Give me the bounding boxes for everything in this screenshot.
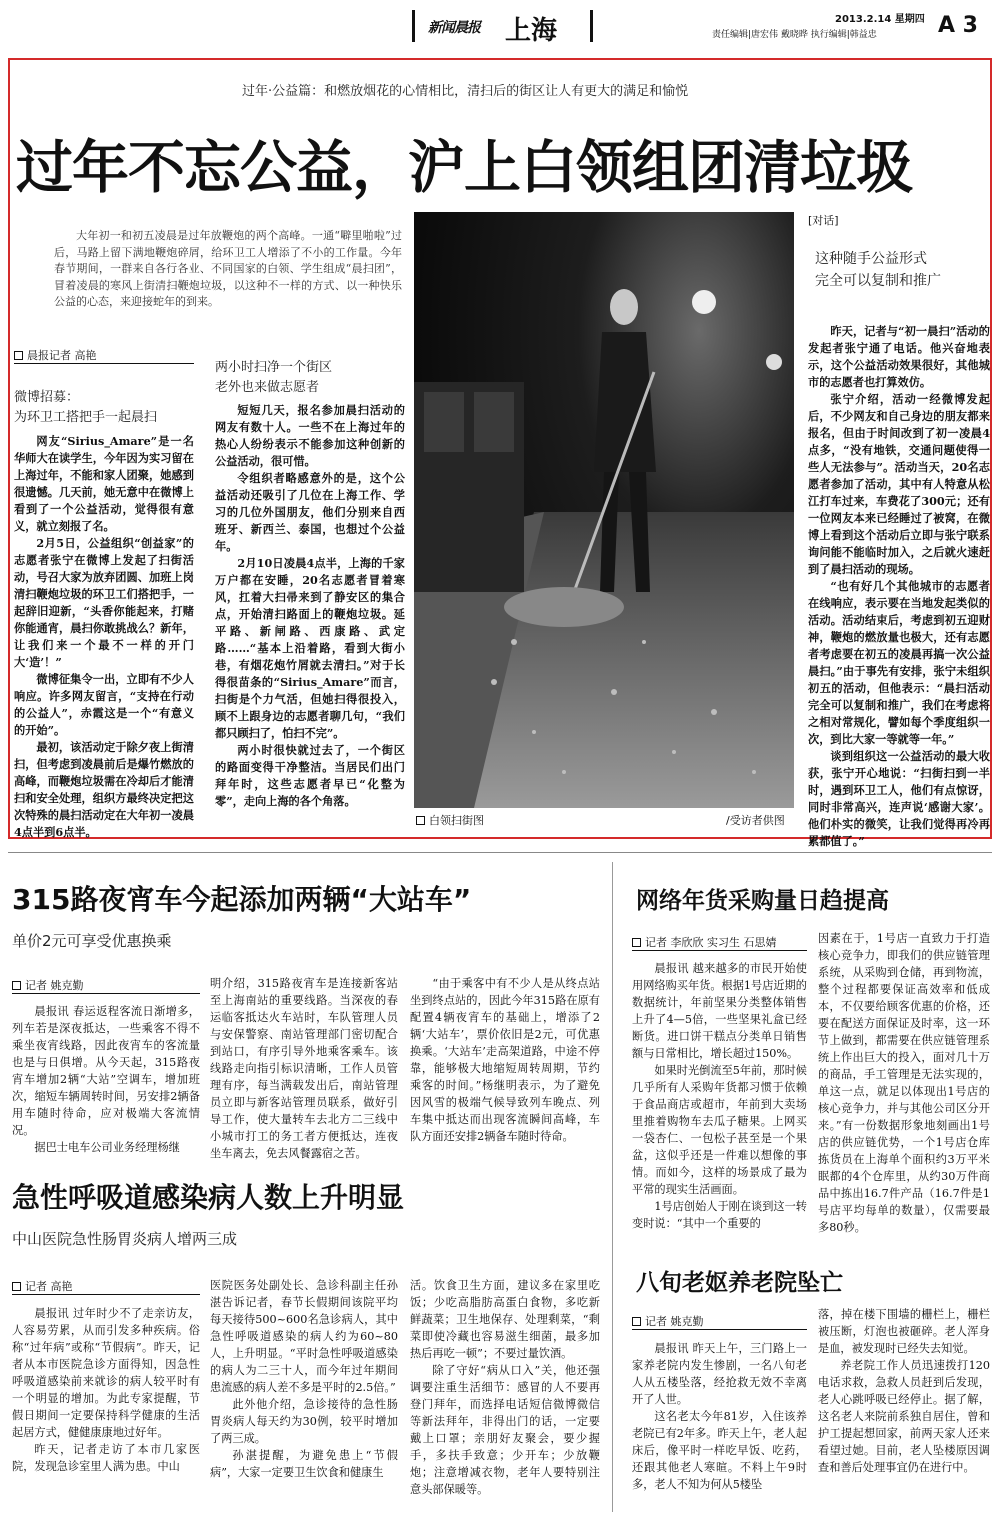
masthead	[0, 0, 1000, 48]
elderly-byline-text: 记者 姚克勤	[645, 1315, 704, 1328]
bus-byline-rule	[12, 993, 200, 994]
lead-column-1	[14, 433, 194, 839]
health-subhead: 中山医院急性肠胃炎病人增两三成	[12, 1230, 238, 1248]
lead-col1-p2: 2月5日，公益组织“创益家”的志愿者张宁在微博上发起了扫街活动，号召大家为放弃团圆、加班上岗清扫鞭炮垃圾的环卫工们搭把手，一起辞旧迎新，“头香你能起来，打赌你能通宵，晨扫你敢挑战么？新年，让我们来一个最不一样的开门大‘造’！”	[14, 536, 194, 669]
lead-col3-p2: 张宁介绍，活动一经微博发起后，不少网友和自己身边的朋友都来报名，但由于时间改到了初一凌晨4点多，“没有地铁，交通问题使得一些人无法参与”。活动当天，20名志愿者参加了活动，其中有人特意从松江打车过来，车费花了300元；还有一位网友本来已经睡过了被窝，在微博上看到这个活动后立即与张宁联系询问能不能临时加入，之后就火速赶到了晨扫活动的现场。	[808, 392, 990, 576]
masthead-bar-left	[412, 10, 415, 42]
health-byline	[12, 1278, 73, 1294]
lead-col2-p3: 2月10日凌晨4点半，上海的千家万户都在安睡，20名志愿者冒着寒风，扛着大扫帚来到了静安区的集合点，开始清扫路面上的鞭炮垃圾。延平路、新闸路、西康路、武定路……“基本上沿着路，看到大街小巷，有烟花炮竹屑就去清扫。”对于长得很苗条的“Sirius_Amare”而言，扫街是个力气活，但她扫得很投入，顾不上跟身边的志愿者聊几句，“我们都只顾扫了，怕扫不完”。	[215, 556, 405, 740]
shopping-column-1	[632, 960, 807, 1248]
byline-box-icon	[12, 981, 21, 990]
health-col2-p3: 孙湛提醒，为避免患上“节假病”，大家一定要卫生饮食和健康生	[210, 1449, 398, 1479]
lead-photo-caption	[416, 812, 484, 828]
bus-col2-p1: 明介绍，315路夜宵车是连接新客站至上海南站的重要线路。当深夜的春运临客抵达火车站时，车队管理人员与安保警察、南站管理部门密切配合到站口，有序引导外地乘客乘车。该线路走向指引标识清晰，工作人员管理有序，每当满载发出后，南站管理员立即与新客站管理员联系，做好引导工作，使大量转车去北方二三线中小城市打工的务工者方便抵达，连夜坐车离去，免去风餐露宿之苦。	[210, 977, 398, 1160]
lead-byline-rule	[14, 363, 194, 364]
dialogue-tag: [对话]	[808, 214, 839, 227]
byline-box-icon	[12, 1282, 21, 1291]
lead-col1-p3: 微博征集令一出，立即有不少人响应。许多网友留言，“支持在行动的公益人”，赤霞这是一个“有意义的开始”。	[14, 672, 194, 737]
health-column-2	[210, 1277, 398, 1510]
shopping-byline-rule	[632, 950, 807, 951]
bus-byline	[12, 977, 84, 993]
health-byline-rule	[12, 1294, 200, 1295]
lead-subhead-2-line2: 老外也来做志愿者	[215, 380, 320, 395]
lead-headline: 过年不忘公益，沪上白领组团清垃圾	[16, 134, 912, 201]
health-headline: 急性呼吸道感染病人数上升明显	[12, 1181, 405, 1214]
byline-box-icon	[632, 938, 641, 947]
health-col2-p1: 医院医务处副处长、急诊科副主任孙湛告诉记者，春节长假期间该院平均每天接待500~600名急诊病人，其中急性呼吸道感染的病人约为60~80人，上升明显。“平时急性呼吸道感染的病人为二三十人，而今年过年期间患流感的病人差不多是平时的2.5倍。”	[210, 1279, 398, 1394]
bus-column-2	[210, 975, 398, 1158]
editors: 责任编辑|唐宏伟 戴晓晔 执行编辑|韩益忠	[712, 30, 877, 40]
health-byline-text: 记者 高艳	[25, 1280, 73, 1293]
lead-col3-p1: 昨天，记者与“初一晨扫”活动的发起者张宁通了电话。他兴奋地表示，这个公益活动效果很好，其他城市的志愿者也打算效仿。	[808, 324, 990, 389]
bus-col1-p2: 据巴士电车公司业务经理杨继	[34, 1141, 180, 1154]
elderly-col1-p1: 晨报讯 昨天上午，三门路上一家养老院内发生惨剧，一名八旬老人从五楼坠落，经抢救无效不幸离开了人世。	[632, 1342, 807, 1406]
bus-column-3	[410, 975, 600, 1158]
lead-col3-p3: “也有好几个其他城市的志愿者在线响应，表示要在当地发起类似的活动。活动结束后，考虑到初五迎财神，鞭炮的燃放量也极大，还有志愿者考虑要在初五的凌晨再搞一次公益晨扫。”由于事先有安排，张宁未组织初五的活动，但他表示：“晨扫活动完全可以复制和推广，我们在考虑将之相对常规化，譬如每个季度组织一次，到比大家一等就等一年。”	[808, 579, 990, 746]
bus-col1-p1: 晨报讯 春运返程客流日渐增多，列车若是深夜抵达，一些乘客不得不乘坐夜宵线路，因此夜宵车的客流量也是与日俱增。从今天起，315路夜宵车增加2辆“大站”空调车，增加班次，缩短车辆周转时间，另安排2辆备用车随时待命，应对极端大客流情况。	[12, 1005, 200, 1137]
lead-col2-p2: 令组织者略感意外的是，这个公益活动还吸引了几位在上海工作、学习的几位外国朋友，他们分别来自西班牙、新西兰、泰国，也想过个公益年。	[215, 471, 405, 553]
health-col1-p1: 晨报讯 过年时少不了走亲访友，人容易劳累，从而引发多种疾病。俗称“过年病”或称“节假病”。昨天，记者从本市医院急诊方面得知，因急性呼吸道感染前来就诊的病人较平时有一个明显的增加。为此专家提醒，节假日期间一定要保持科学健康的生活起居方式，健健康康地过好年。	[12, 1307, 200, 1439]
elderly-col2-p2: 养老院工作人员迅速拨打120电话求救，急救人员赶到后发现，老人心跳呼吸已经停止。据了解，这名老人来院前系独自居住，曾和护工提起想回家，前两天家人还来看望过她。目前，老人坠楼原因调查和善后处理事宜仍在进行中。	[818, 1359, 990, 1474]
elderly-col2-p1: 落，掉在楼下围墙的栅栏上，栅栏被压断，灯泡也被砸碎。老人浑身是血，被发现时已经失去知觉。	[818, 1308, 990, 1355]
health-col3-p1: 活。饮食卫生方面，建议多在家里吃饭；少吃高脂肪高蛋白食物，多吃新鲜蔬菜；卫生地保存、处理剩菜，“剩菜即使冷藏也容易滋生细菌，最多加热后再吃一顿”；不要过量饮酒。	[410, 1279, 600, 1360]
lead-column-2	[215, 402, 405, 832]
section-divider	[8, 852, 992, 853]
lead-subhead-2-line1: 两小时扫净一个街区	[215, 360, 333, 375]
lead-subhead-2	[215, 358, 405, 398]
byline-box-icon	[14, 351, 23, 360]
street-sweeping-illustration	[414, 212, 794, 808]
lead-kicker: 过年·公益篇：和燃放烟花的心情相比，清扫后的街区让人有更大的满足和愉悦	[242, 84, 689, 99]
health-column-3	[410, 1277, 600, 1510]
elderly-headline: 八旬老妪养老院坠亡	[636, 1270, 843, 1296]
lead-col3-p4: 谈到组织这一公益活动的最大收获，张宁开心地说：“扫街扫到一半时，遇到环卫工人，他们有点惊讶，同时非常高兴，连声说‘感谢大家’。他们朴实的微笑，让我们觉得再冷再累都值了。”	[808, 749, 990, 848]
health-col3-p2: 除了守好“病从口入”关，他还强调要注重生活细节：感冒的人不要再登门拜年，而选择电话短信微博微信等新法拜年，非得出门的话，一定要戴上口罩；亲朋好友聚会，要少握手，多扶手致意；少开车；少放鞭炮；注意增减衣物，老年人要特别注意头部保暖等。	[410, 1364, 600, 1496]
shopping-byline-text: 记者 李欣欣 实习生 石思婧	[645, 936, 777, 949]
lead-subhead-1-line1: 微博招募：	[14, 390, 80, 405]
logo-text: 新闻晨报	[428, 20, 480, 36]
masthead-bar-right	[590, 10, 593, 42]
lead-byline-text: 晨报记者 高艳	[27, 349, 97, 362]
lead-column-3	[808, 323, 990, 848]
bus-column-1	[12, 1003, 200, 1158]
shopping-column-2	[818, 930, 990, 1248]
elderly-column-1	[632, 1340, 807, 1510]
lead-story-frame	[8, 58, 992, 848]
elderly-byline	[632, 1313, 704, 1329]
lead-photo	[414, 212, 794, 808]
lead-photo-credit: /受访者供图	[726, 814, 785, 827]
lead-subhead-1-line2: 为环卫工搭把手一起晨扫	[14, 410, 158, 425]
health-col2-p2: 此外他介绍，急诊接待的急性肠胃炎病人每天约为30例，较平时增加了两三成。	[210, 1398, 398, 1445]
lead-photo-caption-text: 白领扫街图	[429, 814, 484, 827]
section-title: 上海	[505, 16, 558, 46]
byline-box-icon	[632, 1317, 641, 1326]
health-column-1	[12, 1305, 200, 1510]
shopping-col2-p1: 因素在于，1号店一直致力于打造核心竞争力，即我们的供应链管理系统，从采购到仓储，再到物流，整个过程都要保证高效率和低成本，不仅要给顾客优惠的价格，还要在配送方面保证及时率，这一环节上做到，都需要在供应链管理系统上作出巨大的投入，面对几十万的商品，手工管理是无法实现的，单这一点，就足以体现出1号店的核心竞争力，并与其他公司区分开来。”有一份数据形象地刻画出1号店的供应链优势，一个1号店仓库拣货员在上海单个面积约3万平米眠都的4个仓库里，从约30万件商品中拣出16.7件产品（16.7件是1号店平均每单的数量），仅需要最多80秒。	[818, 932, 990, 1234]
lead-intro	[54, 228, 402, 311]
shopping-headline: 网络年货采购量日趋提高	[636, 888, 889, 914]
bus-subhead: 单价2元可享受优惠换乘	[12, 932, 172, 950]
elderly-column-2	[818, 1306, 990, 1510]
issue-date: 2013.2.14 星期四	[835, 14, 925, 25]
lead-col2-p1: 短短几天，报名参加晨扫活动的网友有数十人。一些不在上海过年的热心人纷纷表示不能参加这种创新的公益活动，很可惜。	[215, 403, 405, 468]
elderly-byline-rule	[632, 1329, 807, 1330]
vertical-divider	[612, 862, 613, 1512]
shopping-byline	[632, 934, 777, 950]
lead-col1-p1: 网友“Sirius_Amare”是一名华师大在读学生，今年因为实习留在上海过年，不能和家人团聚，她感到很遗憾。几天前，她无意中在微博上看到了一个公益活动，觉得很有意义，就立刻报了名。	[14, 434, 194, 533]
lead-byline	[14, 347, 97, 363]
bus-headline: 315路夜宵车今起添加两辆“大站车”	[12, 883, 472, 916]
lead-subhead-1	[14, 388, 194, 428]
dialogue-title	[815, 248, 990, 292]
shopping-col1-p3: 1号店创始人于刚在谈到这一转变时说：“其中一个重要的	[632, 1200, 807, 1230]
shopping-col1-p1: 晨报讯 越来越多的市民开始使用网络购买年货。根据1号店近期的数据统计，年前坚果分类整体销售上升了4—5倍，一些坚果礼盒已经断货。进口饼干糕点分类单日销售额与日常相比，增长超过150%。	[632, 962, 807, 1060]
lead-col2-p4: 两小时很快就过去了，一个街区的路面变得干净整洁。当居民们出门拜年时，这些志愿者早已“化整为零”，走向上海的各个角落。	[215, 743, 405, 808]
bus-col3-p1: “由于乘客中有不少人是从终点站坐到终点站的，因此今年315路在原有配置4辆夜宵车的基础上，增添了2辆‘大站车’，票价依旧是2元，可优惠换乘。‘大站车’走高架道路，中途不停靠，能够极大地缩短周转周期，节约乘客的时间。”杨继明表示，为了避免因风雪的极端气候导致列车晚点、列车集中抵达而出现客流瞬间高峰，车队方面还安排2辆备车随时待命。	[410, 977, 600, 1143]
caption-box-icon	[416, 816, 425, 825]
dialogue-title-line2: 完全可以复制和推广	[815, 273, 941, 289]
masthead-logo	[428, 14, 494, 40]
shopping-col1-p2: 如果时光倒流至5年前，那时候几乎所有人采购年货都习惯于依赖于食品商店或超市，年前到大卖场里推着购物车去瓜子糖果。上网买一袋杏仁、一包松子甚至是一个果盆，这似乎还是一件难以想像的事情。而如今，这样的场景成了最为平常的现实生活画面。	[632, 1064, 807, 1196]
health-col1-p2: 昨天，记者走访了本市几家医院，发现急诊室里人满为患。中山	[12, 1443, 200, 1473]
dialogue-title-line1: 这种随手公益形式	[815, 251, 927, 267]
lead-col1-p4: 最初，该活动定于除夕夜上街清扫，但考虑到凌晨前后是爆竹燃放的高峰，而鞭炮垃圾需在冷却后才能清扫和安全处理，组织方最终决定把这次特殊的晨扫活动定在大年初一凌晨4点半到6点半。	[14, 740, 194, 839]
bus-byline-text: 记者 姚克勤	[25, 979, 84, 992]
lead-intro-text: 大年初一和初五凌晨是过年放鞭炮的两个高峰。一通“噼里啪啦”过后，马路上留下满地鞭炮碎屑，给环卫工人增添了不小的工作量。今年春节期间，一群来自各行各业、不同国家的白领、学生组成“晨扫团”，冒着凌晨的寒风上街清扫鞭炮垃圾，以这种不一样的方式、以一种快乐公益的心态，来迎接蛇年的到来。	[54, 229, 402, 308]
page-number: A 3	[938, 13, 978, 38]
elderly-col1-p2: 这名老太今年81岁，入住该养老院已有2年多。昨天上午，老人起床后，像平时一样吃早饭、吃药，还跟其他老人寒暄。不料上午9时多，老人不知为何从5楼坠	[632, 1410, 807, 1491]
